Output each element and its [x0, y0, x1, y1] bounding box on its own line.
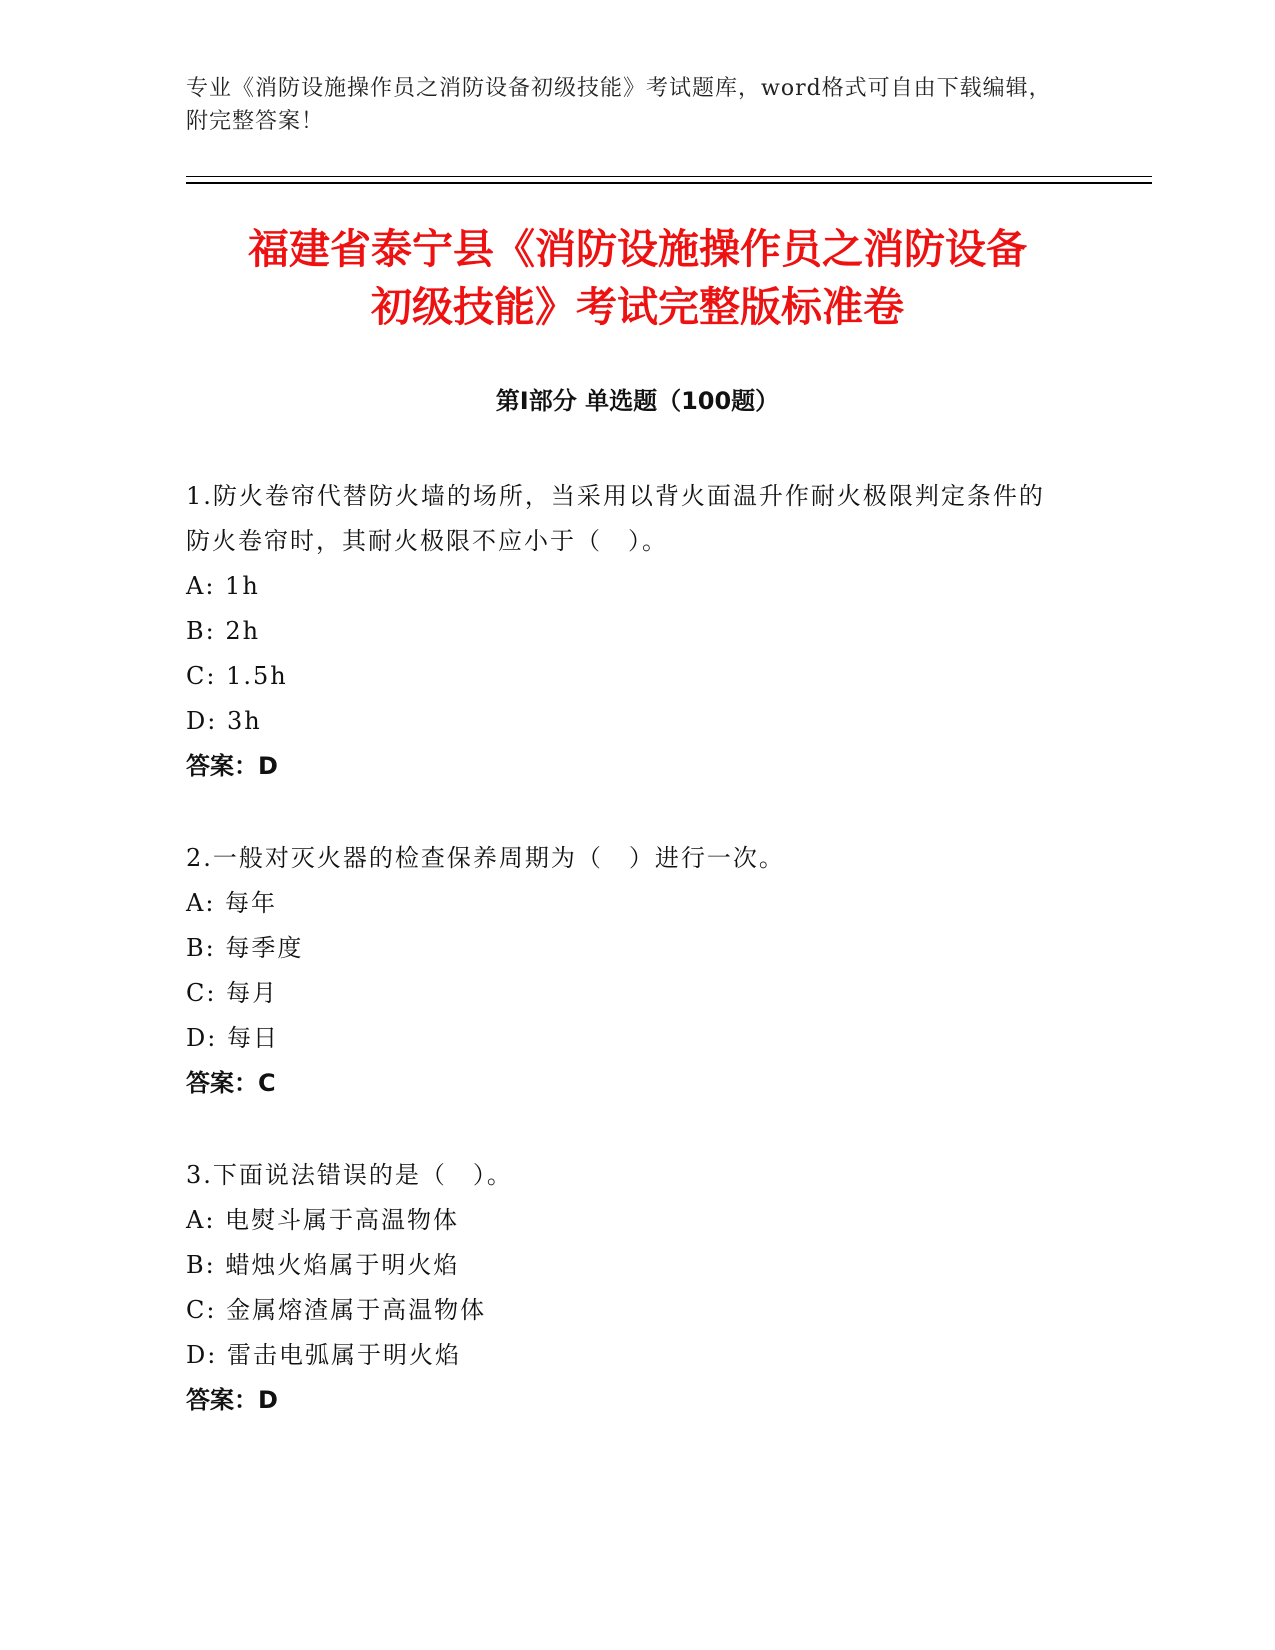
option-d: D: 雷击电弧属于明火焰 [186, 1341, 461, 1369]
question-3 [186, 1153, 1066, 1423]
option-d: D: 3h [186, 707, 262, 735]
option-d: D: 每日 [186, 1024, 279, 1052]
section-title: 第Ⅰ部分 单选题（100题） [495, 387, 780, 415]
document-title [150, 220, 1125, 336]
option-a: A: 电熨斗属于高温物体 [186, 1206, 460, 1234]
option-b: B: 蜡烛火焰属于明火焰 [186, 1251, 460, 1279]
option-a: A: 每年 [186, 889, 278, 917]
answer: 答案：C [186, 1069, 276, 1097]
title-line-1: 福建省泰宁县《消防设施操作员之消防设备 [248, 225, 1027, 273]
option-b: B: 2h [186, 617, 261, 645]
question-stem: 2.一般对灭火器的检查保养周期为（ ）进行一次。 [186, 844, 785, 872]
question-stem: 1.防火卷帘代替防火墙的场所，当采用以背火面温升作耐火极限判定条件的防火卷帘时，其耐火极限不应小于（ ）。 [186, 482, 1045, 555]
option-a: A: 1h [186, 572, 260, 600]
question-stem: 3.下面说法错误的是（ ）。 [186, 1161, 513, 1189]
option-c: C: 1.5h [186, 662, 288, 690]
option-b: B: 每季度 [186, 934, 304, 962]
header-note: 专业《消防设施操作员之消防设备初级技能》考试题库，word格式可自由下载编辑，附完整答案！ [186, 76, 1052, 134]
answer: 答案：D [186, 1386, 278, 1414]
title-line-2: 初级技能》考试完整版标准卷 [371, 283, 904, 331]
option-c: C: 每月 [186, 979, 279, 1007]
header-divider-thin [186, 176, 1152, 177]
header-divider-thick [186, 182, 1152, 184]
answer: 答案：D [186, 752, 278, 780]
option-c: C: 金属熔渣属于高温物体 [186, 1296, 487, 1324]
question-2 [186, 836, 1066, 1106]
question-1 [186, 474, 1066, 789]
